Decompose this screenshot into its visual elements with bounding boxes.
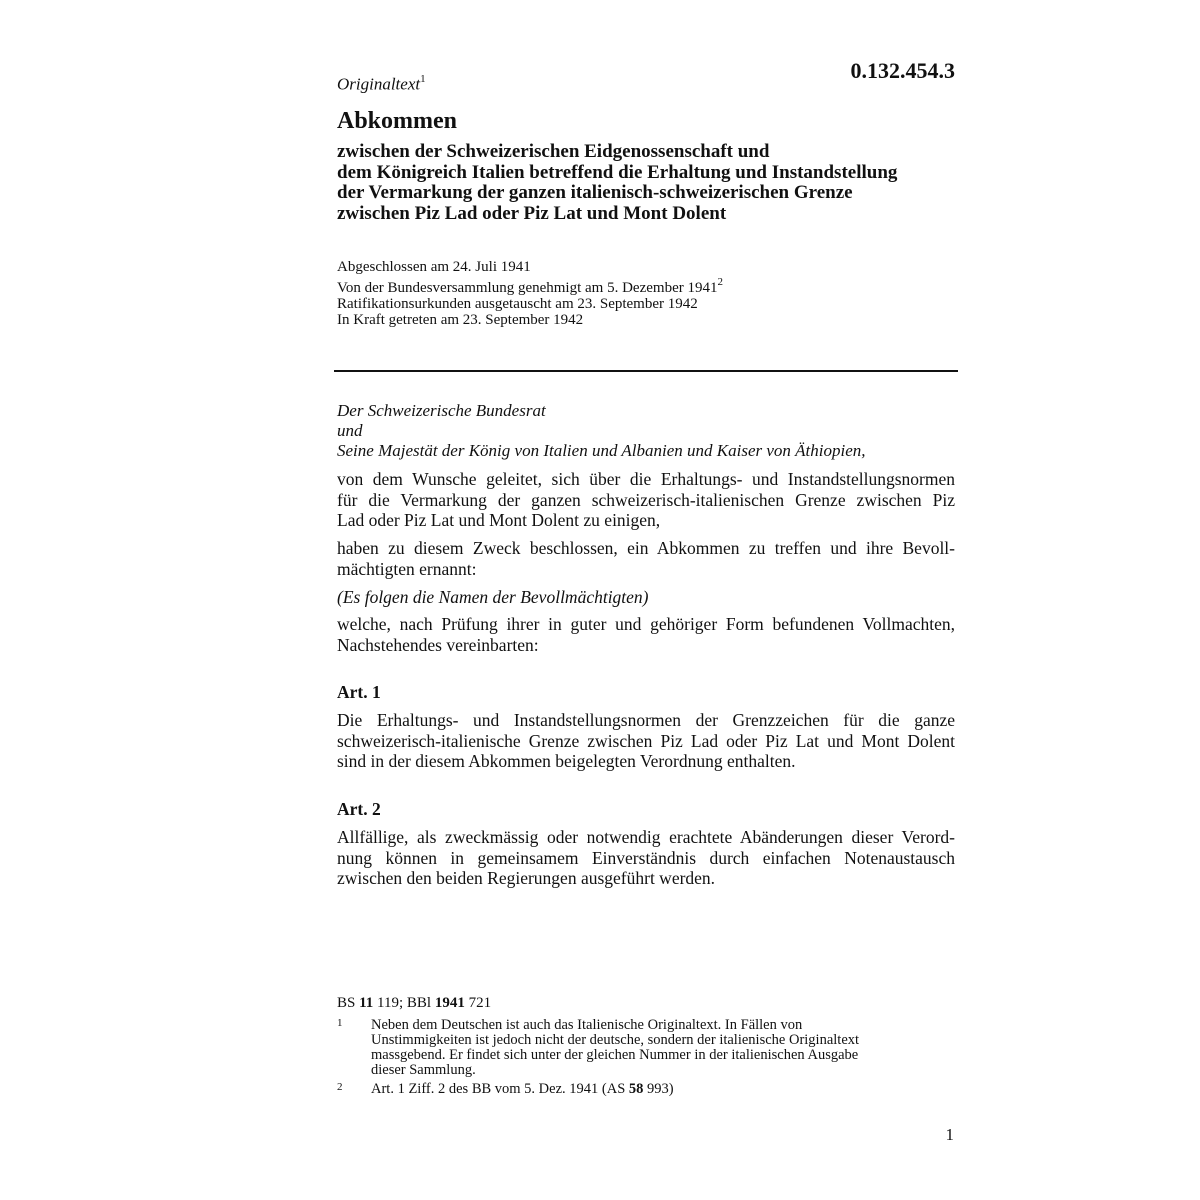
text-line: Nachstehendes vereinbarten: bbox=[337, 634, 539, 655]
subtitle-line: zwischen der Schweizerischen Eidgenossenschaft und bbox=[337, 141, 770, 162]
source-reference bbox=[337, 995, 491, 1012]
dates-block bbox=[337, 259, 723, 328]
text-line: Die Erhaltungs- und Instandstellungsnormen der Grenzzeichen für die ganze bbox=[337, 710, 955, 730]
text-line: (Es folgen die Namen der Bevollmächtigten) bbox=[337, 587, 649, 607]
date-ratified: Ratifikationsurkunden ausgetauscht am 23. September 1942 bbox=[337, 296, 698, 312]
preamble-paragraph-1 bbox=[337, 469, 955, 531]
document-title: Abkommen bbox=[337, 108, 458, 134]
article-2-heading: Art. 2 bbox=[337, 799, 381, 819]
text-line: zwischen den beiden Regierungen ausgeführt werden. bbox=[337, 868, 716, 888]
text-line: Neben dem Deutschen ist auch das Italienische Originaltext. In Fällen von bbox=[371, 1017, 803, 1033]
preamble-paragraph-3 bbox=[337, 587, 955, 608]
footnote-text bbox=[371, 1018, 957, 1078]
preamble-paragraph-4 bbox=[337, 614, 955, 655]
footnote-number: 1 bbox=[337, 1017, 343, 1029]
text-line: dieser Sammlung. bbox=[371, 1062, 476, 1078]
date-concluded: Abgeschlossen am 24. Juli 1941 bbox=[337, 259, 531, 275]
footnote-text bbox=[371, 1082, 957, 1097]
footnote-2-text-before: Art. 1 Ziff. 2 des BB vom 5. Dez. 1941 (AS bbox=[371, 1081, 629, 1097]
parties-block bbox=[337, 401, 866, 461]
preamble-paragraph-2 bbox=[337, 538, 955, 579]
text-line: schweizerisch-italienische Grenze zwischen Piz Lad oder Piz Lat und Mont Dolent bbox=[337, 730, 955, 751]
source-bbl-page: 721 bbox=[464, 995, 492, 1011]
footnote-2 bbox=[337, 1082, 957, 1097]
footnote-ref-1[interactable]: 1 bbox=[420, 73, 426, 85]
text-line: für die Vermarkung der ganzen schweizerisch-italienischen Grenze zwischen Piz bbox=[337, 489, 955, 510]
party-italy: Seine Majestät der König von Italien und Albanien und Kaiser von Äthiopien, bbox=[337, 441, 866, 460]
text-line: nung können in gemeinsamem Einverständnis durch einfachen Notenaustausch bbox=[337, 847, 955, 868]
text-line: Allfällige, als zweckmässig oder notwendig erachtete Abänderungen dieser Verord- bbox=[337, 827, 955, 847]
subtitle-line: der Vermarkung der ganzen italienisch-schweizerischen Grenze bbox=[337, 182, 853, 203]
date-approved-line bbox=[337, 275, 723, 296]
subtitle-line: zwischen Piz Lad oder Piz Lat und Mont Dolent bbox=[337, 202, 727, 224]
text-line: mächtigten ernannt: bbox=[337, 558, 477, 579]
party-conjunction: und bbox=[337, 421, 363, 440]
footnote-2-text-after: 993) bbox=[643, 1081, 674, 1097]
footnote-1 bbox=[337, 1018, 957, 1078]
article-2-text bbox=[337, 827, 955, 889]
document-subtitle bbox=[337, 142, 957, 224]
header-divider bbox=[334, 370, 958, 372]
source-bs-volume: 11 bbox=[359, 995, 374, 1011]
source-bs-page: 119; BBl bbox=[373, 995, 435, 1011]
date-in-force: In Kraft getreten am 23. September 1942 bbox=[337, 312, 584, 328]
page-number: 1 bbox=[945, 1125, 954, 1144]
footnote-number: 2 bbox=[337, 1081, 343, 1093]
text-line: massgebend. Er findet sich unter der gleichen Nummer in der italienischen Ausgabe bbox=[371, 1047, 859, 1063]
party-swiss: Der Schweizerische Bundesrat bbox=[337, 401, 546, 420]
footnote-2-as-volume: 58 bbox=[628, 1081, 644, 1097]
source-bs: BS bbox=[337, 995, 360, 1011]
source-bbl-year: 1941 bbox=[434, 995, 465, 1011]
text-line: haben zu diesem Zweck beschlossen, ein Abkommen zu treffen und ihre Bevoll- bbox=[337, 538, 955, 558]
footnote-ref-2[interactable]: 2 bbox=[717, 276, 723, 288]
originaltext-text: Originaltext bbox=[337, 74, 421, 94]
date-approved: Von der Bundesversammlung genehmigt am 5. Dezember 1941 bbox=[337, 280, 718, 296]
article-1-text bbox=[337, 710, 955, 772]
article-1-heading: Art. 1 bbox=[337, 682, 381, 702]
subtitle-line: dem Königreich Italien betreffend die Erhaltung und Instandstellung bbox=[337, 161, 898, 183]
text-line: von dem Wunsche geleitet, sich über die Erhaltungs- und Instandstellungsnormen bbox=[337, 469, 955, 489]
text-line: Unstimmigkeiten ist jedoch nicht der deutsche, sondern der italienische Originaltext bbox=[371, 1032, 860, 1048]
text-line: sind in der diesem Abkommen beigelegten Verordnung enthalten. bbox=[337, 751, 796, 771]
text-line: Lad oder Piz Lat und Mont Dolent zu einigen, bbox=[337, 510, 661, 530]
originaltext-label bbox=[337, 74, 426, 95]
sr-number: 0.132.454.3 bbox=[850, 58, 955, 83]
text-line: welche, nach Prüfung ihrer in guter und gehöriger Form befundenen Vollmachten, bbox=[337, 614, 955, 634]
